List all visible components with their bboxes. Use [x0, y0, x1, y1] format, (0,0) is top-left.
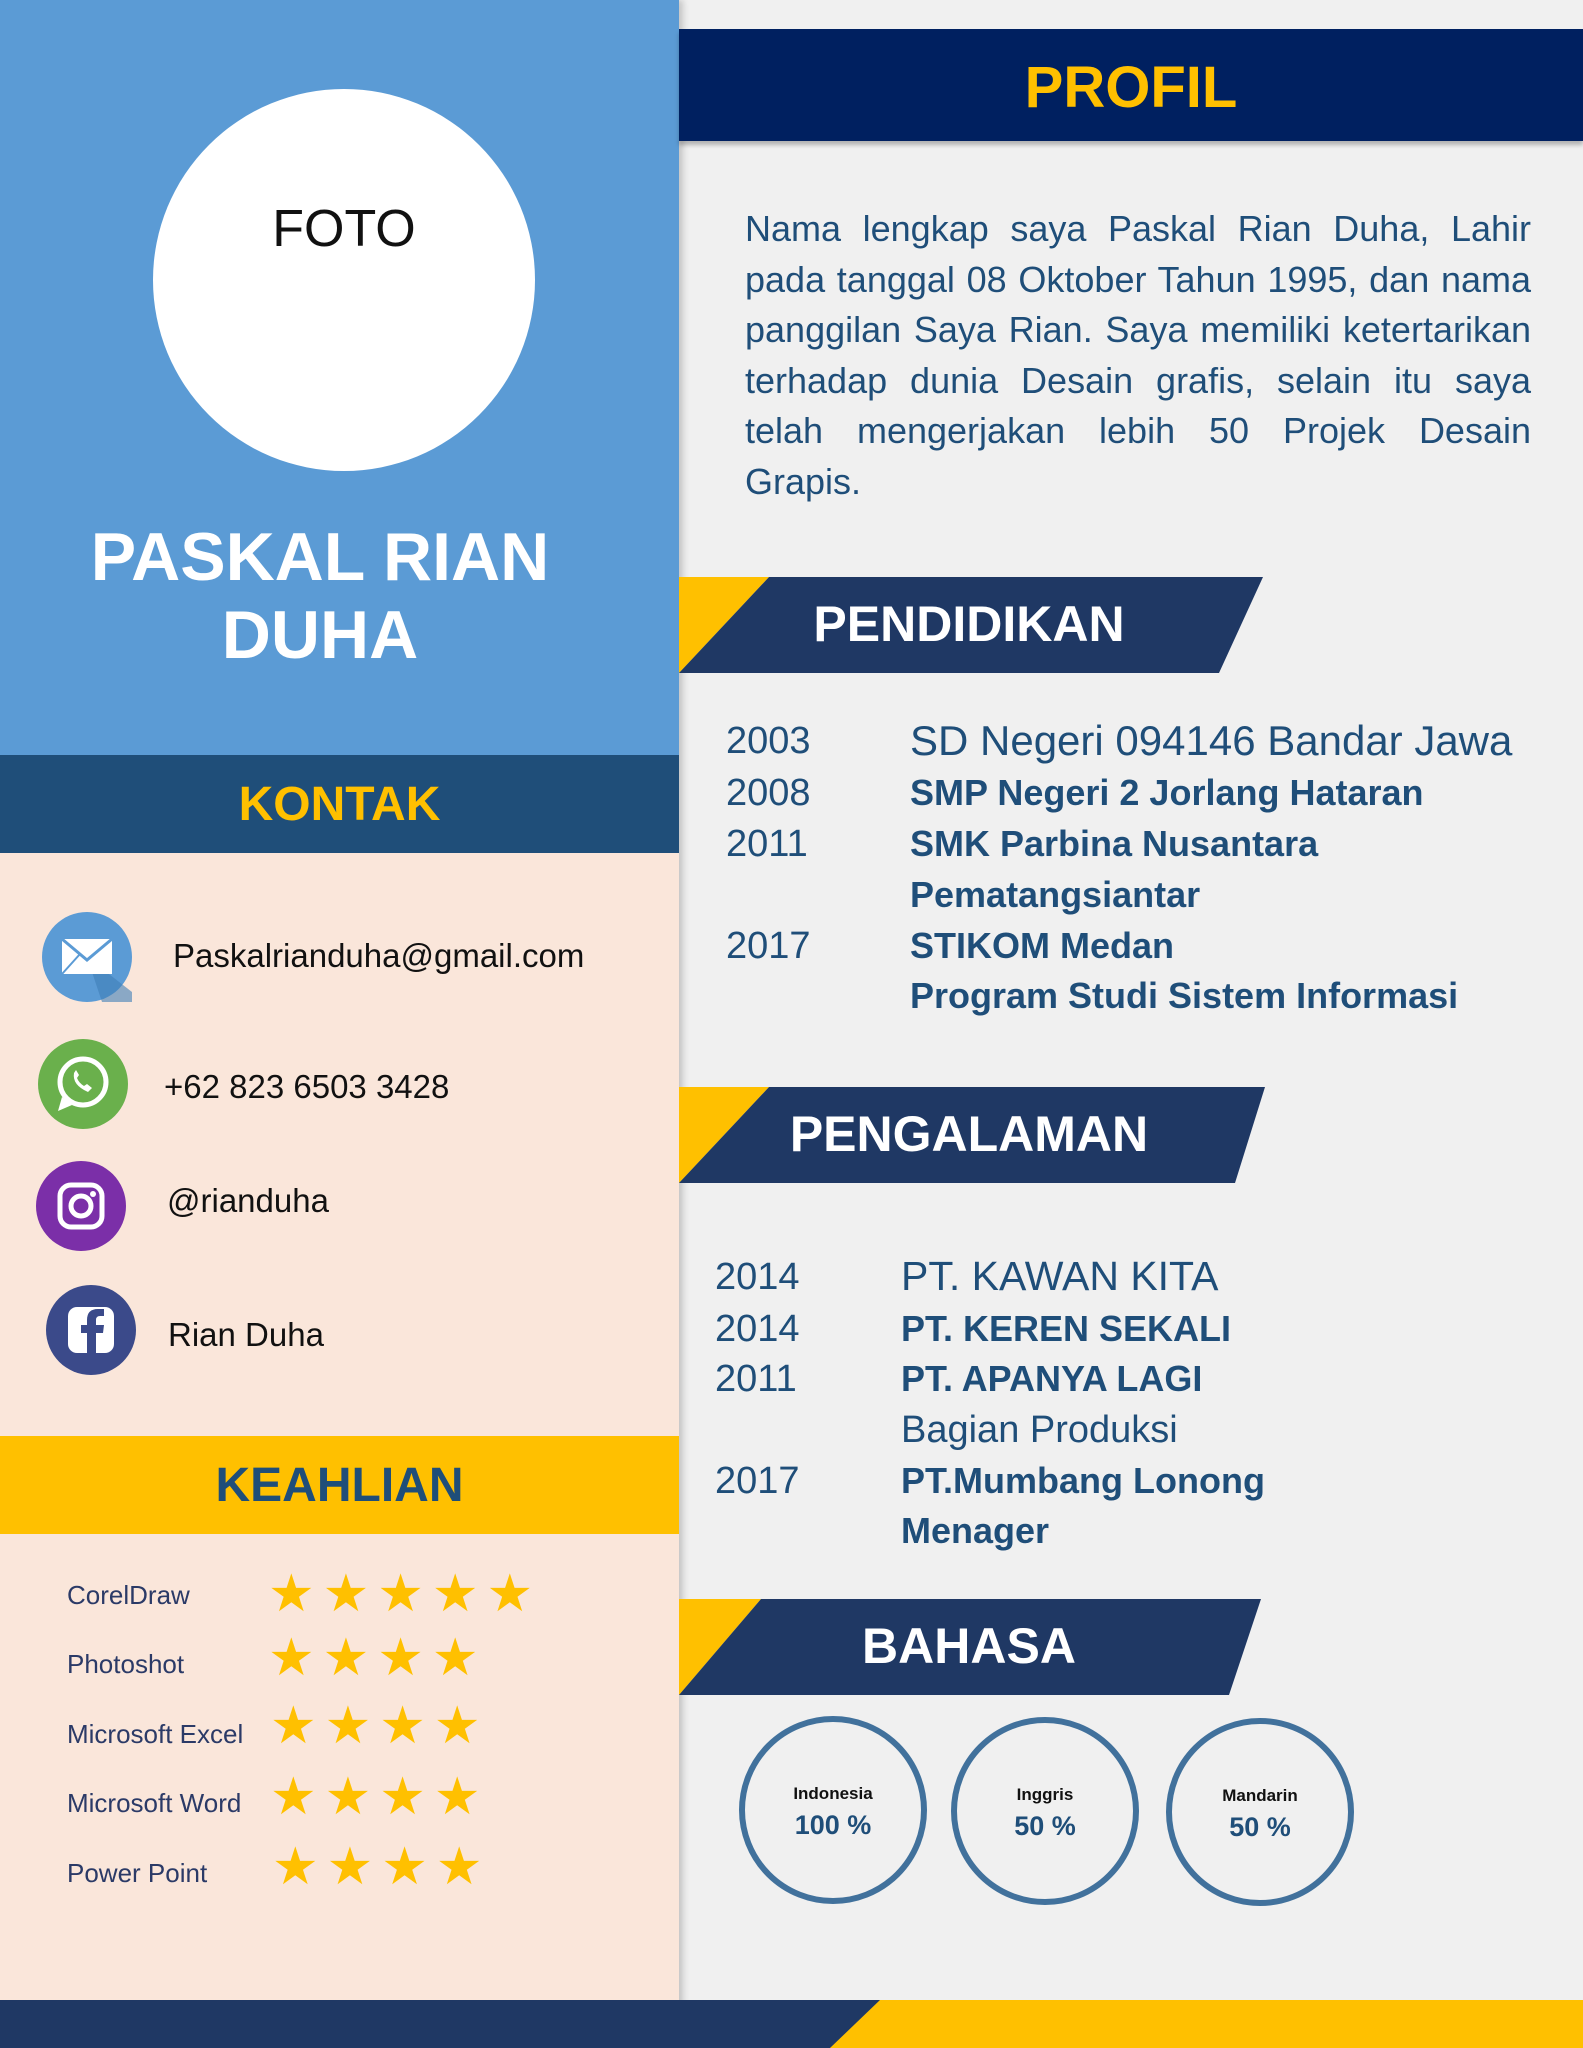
skill-name: Microsoft Excel	[67, 1719, 244, 1749]
pendidikan-banner	[679, 577, 1279, 673]
edu-year: 2003	[726, 720, 811, 762]
profil-header	[679, 29, 1583, 141]
edu-school: SD Negeri 094146 Bandar Jawa	[910, 717, 1513, 764]
skill-name: Photoshot	[67, 1649, 185, 1679]
rating-stars: ★★★★	[270, 1768, 489, 1826]
edu-year: 2017	[726, 925, 811, 967]
edu-school: SMP Negeri 2 Jorlang Hataran	[910, 772, 1424, 813]
rating-stars: ★★★★	[272, 1838, 491, 1896]
rating-stars: ★★★★★	[268, 1565, 542, 1623]
exp-year: 2011	[715, 1358, 797, 1400]
photo-label: FOTO	[272, 200, 416, 258]
exp-company: PT.Mumbang Lonong	[901, 1460, 1265, 1501]
instagram-icon[interactable]	[36, 1161, 126, 1251]
full-name	[0, 518, 640, 674]
kontak-title: KONTAK	[238, 778, 441, 831]
keahlian-header	[0, 1436, 679, 1534]
exp-year: 2014	[715, 1256, 800, 1298]
language-percent: 100 %	[794, 1810, 872, 1840]
email-icon[interactable]	[42, 912, 132, 1002]
keahlian-title: KEAHLIAN	[215, 1459, 464, 1512]
footer-bar	[0, 2000, 1583, 2048]
email-text[interactable]: Paskalrianduha@gmail.com	[173, 937, 585, 974]
pengalaman-title: PENGALAMAN	[789, 1106, 1149, 1162]
edu-year: 2011	[726, 823, 808, 865]
profil-text: Nama lengkap saya Paskal Rian Duha, Lahir pada tanggal 08 Oktober Tahun 1995, dan nama panggilan Saya Rian. Saya memiliki ketertarikan terhadap dunia Desain grafis, selain itu saya telah mengerjakan lebih 50 Projek Desain Grapis.	[745, 208, 1531, 502]
exp-company: PT. APANYA LAGI	[901, 1358, 1203, 1399]
language-circle	[1166, 1718, 1354, 1906]
language-percent: 50 %	[1229, 1812, 1291, 1842]
language-circle	[951, 1717, 1139, 1905]
skill-name: CorelDraw	[67, 1580, 190, 1610]
language-name: Mandarin	[1222, 1786, 1298, 1805]
language-circle	[739, 1716, 927, 1904]
exp-company: PT. KAWAN KITA	[901, 1253, 1219, 1299]
edu-year: 2008	[726, 772, 811, 814]
whatsapp-icon[interactable]	[38, 1039, 128, 1129]
exp-detail: Bagian Produksi	[901, 1409, 1178, 1451]
edu-school: SMK Parbina Nusantara	[910, 823, 1319, 864]
edu-school: STIKOM Medan	[910, 925, 1175, 966]
rating-stars: ★★★★	[270, 1697, 489, 1755]
exp-detail: Menager	[901, 1510, 1050, 1551]
name-line-2: DUHA	[221, 597, 419, 673]
exp-year: 2014	[715, 1308, 800, 1350]
rating-stars: ★★★★	[268, 1629, 487, 1687]
language-percent: 50 %	[1014, 1811, 1076, 1841]
skill-name: Microsoft Word	[67, 1788, 242, 1818]
skill-name: Power Point	[67, 1858, 208, 1888]
profil-title: PROFIL	[1024, 55, 1238, 120]
facebook-text[interactable]: Rian Duha	[168, 1316, 324, 1353]
language-name: Indonesia	[793, 1784, 873, 1803]
name-line-1: PASKAL RIAN	[90, 519, 550, 595]
bahasa-title: BAHASA	[862, 1618, 1076, 1674]
edu-detail: Program Studi Sistem Informasi	[910, 975, 1459, 1016]
facebook-icon[interactable]	[46, 1285, 136, 1375]
photo-placeholder	[153, 89, 535, 471]
phone-text[interactable]: +62 823 6503 3428	[164, 1068, 450, 1105]
exp-company: PT. KEREN SEKALI	[901, 1308, 1232, 1349]
exp-year: 2017	[715, 1460, 800, 1502]
pendidikan-title: PENDIDIKAN	[813, 596, 1125, 652]
bahasa-banner	[679, 1599, 1279, 1695]
language-name: Inggris	[1016, 1785, 1074, 1804]
kontak-header	[0, 755, 679, 853]
edu-detail: Pematangsiantar	[910, 874, 1201, 915]
pengalaman-banner	[679, 1087, 1279, 1183]
instagram-text[interactable]: @rianduha	[167, 1182, 329, 1219]
